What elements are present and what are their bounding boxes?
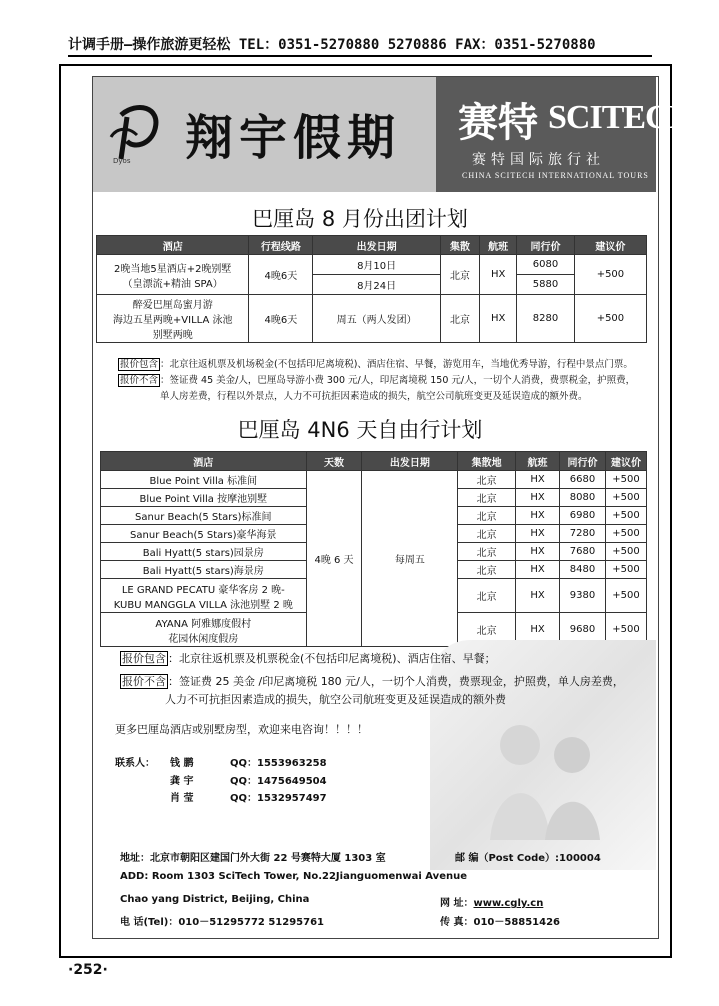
suggest-cell: +500: [605, 613, 646, 647]
suggest-cell: +500: [574, 295, 646, 343]
contact-label: 联系人：: [115, 758, 155, 769]
col-header: 酒店: [101, 452, 307, 471]
hotel-cell: Bali Hyatt(5 stars)园景房: [101, 543, 307, 561]
telephone: 电 话(Tel)：010－51295772 51295761: [120, 917, 325, 928]
hub-cell: 北京: [440, 295, 479, 343]
table-row: [101, 471, 647, 489]
hotel-line: KUBU MANGGLA VILLA 泳池别墅 2 晚: [113, 599, 293, 611]
hub-cell: 北京: [458, 525, 516, 543]
page-number: ·252·: [68, 962, 108, 978]
table-row: [97, 255, 647, 275]
price-cell: 7280: [560, 525, 606, 543]
excludes-tag: 报价不含: [120, 375, 159, 386]
scitech-banner: [436, 77, 695, 192]
excludes-text: ：签证费 45 美金/人，巴厘岛导游小费 300 元/人，印尼离境税 150 元/人，一切个人消费，费票税金，护照费，: [160, 375, 636, 386]
hotel-cell: Sanur Beach(5 Stars)标准间: [101, 507, 307, 525]
address-en-line2: Chao yang District, Beijing, China: [120, 894, 310, 905]
suggest-cell: +500: [605, 507, 646, 525]
flight-cell: HX: [516, 489, 560, 507]
col-header: 出发日期: [362, 452, 458, 471]
hotel-line: 别墅两晚: [152, 330, 193, 341]
contact-qq: QQ：1475649504: [230, 776, 327, 787]
route-cell: 4晚6天: [249, 255, 313, 295]
price-cell: 5880: [517, 275, 575, 295]
brand-banner: [93, 77, 436, 192]
table-row: [97, 295, 647, 343]
fax: 传 真：010－58851426: [440, 917, 561, 928]
contact-qq: QQ：1532957497: [230, 793, 327, 804]
route-cell: 4晚6天: [249, 295, 313, 343]
website-link[interactable]: www.cgly.cn: [473, 898, 544, 909]
days-cell: 4晚 6 天: [306, 471, 362, 647]
contact-name: 龚 宇: [170, 776, 194, 787]
suggest-cell: +500: [605, 489, 646, 507]
scitech-company-name: 赛特国际旅行社: [472, 152, 605, 168]
plan1-title: 巴厘岛 8 月份出团计划: [252, 207, 468, 231]
hub-cell: 北京: [458, 471, 516, 489]
plan1-excludes: [118, 372, 635, 386]
hub-cell: 北京: [458, 579, 516, 613]
suggest-cell: +500: [574, 255, 646, 295]
col-header: 建议价: [574, 236, 646, 255]
brand-name: 翔宇假期: [185, 110, 402, 166]
scitech-logo-cn: 赛特: [458, 99, 538, 146]
suggest-cell: +500: [605, 543, 646, 561]
hub-cell: 北京: [458, 613, 516, 647]
plan2-includes: [120, 650, 496, 666]
hotel-cell: Sanur Beach(5 Stars)豪华海景: [101, 525, 307, 543]
flight-cell: HX: [516, 471, 560, 489]
excludes-text: ：签证费 25 美金 /印尼离境税 180 元/人，一切个人消费，费票现金，护照费，单人房差费，: [168, 675, 624, 688]
excludes-tag: 报价不含: [122, 675, 166, 688]
website-label: 网 址：: [440, 898, 474, 909]
table-header-row: [97, 236, 647, 255]
price-cell: 7680: [560, 543, 606, 561]
price-cell: 6980: [560, 507, 606, 525]
plan2-excludes-cont: 人力不可抗拒因素造成的损失，航空公司航班变更及延误造成的额外费: [165, 693, 506, 706]
price-cell: 8280: [517, 295, 575, 343]
header-bar: 计调手册—操作旅游更轻松 TEL：0351-5270880 5270886 FAX：0351-5270880: [68, 37, 596, 53]
flight-cell: HX: [516, 507, 560, 525]
table-header-row: [101, 452, 647, 471]
hotel-line: 醉爱巴厘岛蜜月游: [132, 300, 213, 311]
includes-tag: 报价包含: [122, 652, 166, 665]
includes-text: ：北京往返机票及机场税金(不包括印尼离境税)、酒店住宿、早餐，游览用车，当地优秀导游，行程中景点门票。: [160, 359, 633, 370]
plan2-excludes: [120, 673, 624, 689]
col-header: 同行价: [517, 236, 575, 255]
children-photo-icon: [470, 700, 620, 850]
hub-cell: 北京: [458, 561, 516, 579]
contact-qq: QQ：1553963258: [230, 758, 327, 769]
date-cell: 8月10日: [313, 255, 441, 275]
contact-name: 钱 鹏: [170, 758, 194, 769]
price-cell: 8080: [560, 489, 606, 507]
hotel-line: LE GRAND PECATU 豪华客房 2 晚-: [121, 584, 285, 596]
col-header: 天数: [306, 452, 362, 471]
date-cell: 每周五: [362, 471, 458, 647]
address-cn: 地址：北京市朝阳区建国门外大街 22 号赛特大厦 1303 室: [120, 853, 386, 864]
flight-cell: HX: [516, 561, 560, 579]
price-cell: 6680: [560, 471, 606, 489]
hotel-cell: Blue Point Villa 标准间: [101, 471, 307, 489]
hotel-line: 海边五星两晚+VILLA 泳池: [112, 315, 233, 326]
col-header: 建议价: [605, 452, 646, 471]
hotel-line: 2晚当地5星酒店+2晚别墅: [113, 263, 232, 275]
contact-name: 肖 莹: [170, 793, 194, 804]
price-cell: 6080: [517, 255, 575, 275]
flight-cell: HX: [516, 543, 560, 561]
includes-tag: 报价包含: [120, 359, 159, 370]
col-header: 航班: [516, 452, 560, 471]
suggest-cell: +500: [605, 561, 646, 579]
hotel-cell: [97, 255, 249, 295]
hotel-cell: [101, 613, 307, 647]
col-header: 集散: [440, 236, 479, 255]
suggest-cell: +500: [605, 579, 646, 613]
hub-cell: 北京: [458, 507, 516, 525]
flight-cell: HX: [516, 525, 560, 543]
header-rule: [68, 55, 652, 57]
hotel-line: 花园休闲度假房: [168, 633, 239, 645]
price-cell: 9680: [560, 613, 606, 647]
scitech-logo-en: SCITECH: [548, 99, 695, 136]
date-cell: 周五（两人发团）: [313, 295, 441, 343]
website: [440, 894, 543, 909]
hub-cell: 北京: [458, 543, 516, 561]
hotel-line: （皇漂流+精油 SPA）: [122, 278, 223, 290]
col-header: 行程线路: [249, 236, 313, 255]
plan1-excludes-cont: 单人房差费，行程以外景点，人力不可抗拒因素造成的损失，航空公司航班变更及延误造成的额外费。: [160, 391, 588, 402]
address-en-line1: ADD: Room 1303 SciTech Tower, No.22Jianguomenwai Avenue: [120, 871, 468, 882]
col-header: 航班: [480, 236, 517, 255]
plan2-title: 巴厘岛 4N6 天自由行计划: [237, 418, 483, 442]
plan2-table: [100, 451, 647, 647]
date-cell: 8月24日: [313, 275, 441, 295]
flight-cell: HX: [516, 613, 560, 647]
suggest-cell: +500: [605, 471, 646, 489]
flight-cell: HX: [516, 579, 560, 613]
suggest-cell: +500: [605, 525, 646, 543]
logo-caption: Dyos: [113, 157, 131, 165]
hotel-cell: [97, 295, 249, 343]
plan1-table: [96, 235, 647, 343]
hub-cell: 北京: [440, 255, 479, 295]
hotel-cell: Bali Hyatt(5 stars)海景房: [101, 561, 307, 579]
hotel-line: AYANA 阿雅娜度假村: [155, 618, 252, 630]
hub-cell: 北京: [458, 489, 516, 507]
postcode: 邮 编（Post Code）:100004: [455, 853, 601, 864]
scitech-company-english: CHINA SCITECH INTERNATIONAL TOURS: [462, 171, 649, 180]
plan1-includes: [118, 356, 633, 370]
hotel-cell: Blue Point Villa 按摩池别墅: [101, 489, 307, 507]
flight-cell: HX: [480, 295, 517, 343]
hotel-cell: [101, 579, 307, 613]
col-header: 同行价: [560, 452, 606, 471]
includes-text: ：北京往返机票及机票税金(不包括印尼离境税)、酒店住宿、早餐；: [168, 652, 496, 665]
col-header: 出发日期: [313, 236, 441, 255]
col-header: 酒店: [97, 236, 249, 255]
price-cell: 8480: [560, 561, 606, 579]
more-info: 更多巴厘岛酒店或别墅房型，欢迎来电咨询！！！！: [115, 723, 368, 736]
flight-cell: HX: [480, 255, 517, 295]
col-header: 集散地: [458, 452, 516, 471]
price-cell: 9380: [560, 579, 606, 613]
